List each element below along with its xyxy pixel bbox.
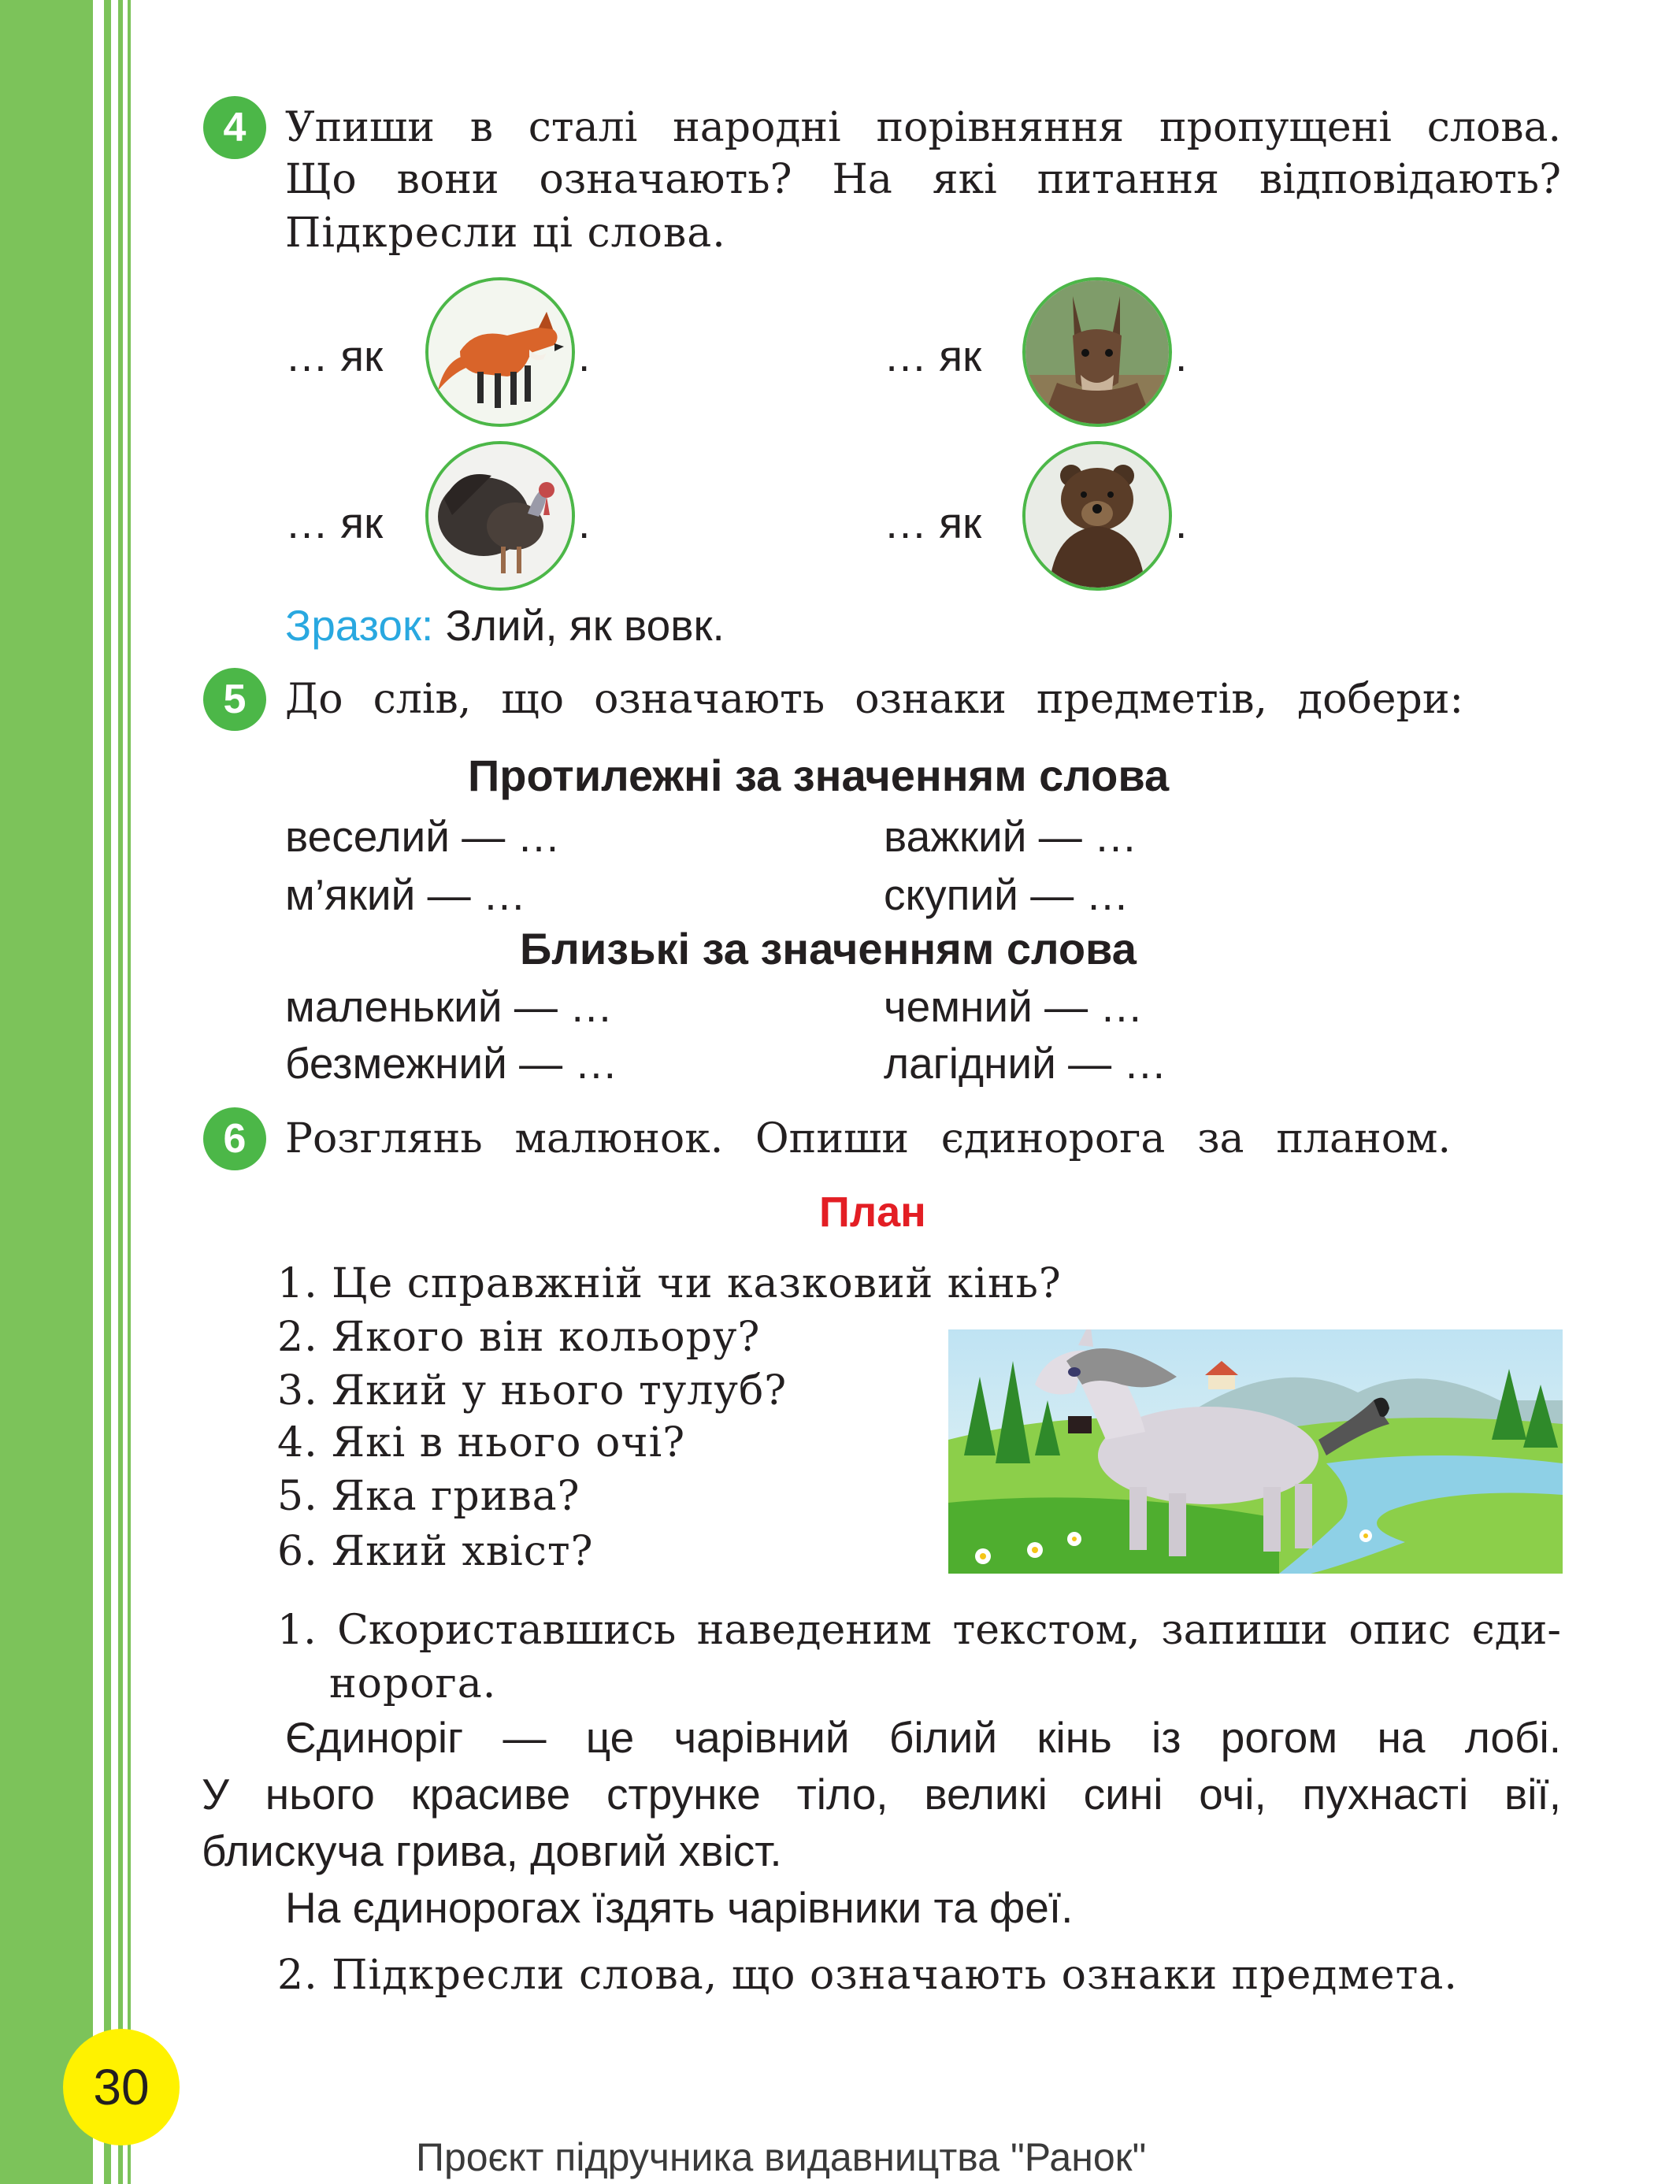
side-stripe — [104, 0, 111, 2184]
task5-line: До слів, що означають ознаки предметів, добери: — [285, 676, 1463, 723]
task4-line-3: Підкресли ці слова. — [285, 210, 726, 257]
comparison-text: … як — [884, 499, 982, 547]
sub1-line-b: норога. — [329, 1660, 497, 1708]
plan-item: 6. Який хвіст? — [277, 1528, 594, 1575]
bear-icon — [1022, 441, 1172, 591]
description-line: На єдинорогах їздять чарівники та феї. — [285, 1883, 1074, 1932]
unicorn-illustration — [948, 1329, 1563, 1574]
period: . — [1175, 332, 1188, 380]
opposite-word: м’який — … — [285, 870, 526, 919]
plan-item: 3. Який у нього тулуб? — [277, 1367, 788, 1415]
donkey-icon — [1022, 277, 1172, 427]
example-label: Зразок: — [285, 601, 434, 650]
opposite-word: скупий — … — [884, 870, 1129, 919]
description-line: У нього красиве струнке тіло, великі сині очі, пухнасті вії, — [202, 1770, 1561, 1819]
similar-word: безмежний — … — [285, 1039, 618, 1088]
description-line: блискуча грива, довгий хвіст. — [202, 1826, 782, 1875]
example-line — [285, 600, 725, 651]
plan-item: 4. Які в нього очі? — [277, 1419, 686, 1467]
comparison-text: … як — [285, 332, 384, 380]
task-number-5: 5 — [203, 668, 266, 731]
comparison-text: … як — [285, 499, 384, 547]
opposite-word: важкий — … — [884, 812, 1138, 861]
page-number: 30 — [63, 2029, 180, 2145]
plan-title: План — [819, 1188, 926, 1236]
turkey-icon — [425, 441, 575, 591]
similar-word: маленький — … — [285, 982, 614, 1031]
similar-title: Близькі за значенням слова — [520, 924, 1137, 973]
period: . — [578, 332, 591, 380]
plan-item: 5. Яка грива? — [277, 1473, 580, 1520]
comparison-text: … як — [884, 332, 982, 380]
opposite-title: Протилежні за значенням слова — [468, 751, 1170, 800]
opposite-word: веселий — … — [285, 812, 561, 861]
period: . — [1175, 499, 1188, 547]
period: . — [578, 499, 591, 547]
task4-line-2: Що вони означають? На які питання відповідають? — [285, 156, 1561, 203]
example-text: Злий, як вовк. — [445, 601, 725, 650]
side-stripe — [118, 0, 123, 2184]
sub1-line-a: 1. Скориставшись наведеним текстом, запиши опис єди- — [277, 1607, 1561, 1654]
task-number-4: 4 — [203, 96, 266, 159]
footer-text: Проєкт підручника видавництва "Ранок" — [416, 2135, 1147, 2179]
plan-item: 1. Це справжній чи казковий кінь? — [277, 1260, 1062, 1307]
similar-word: чемний — … — [884, 982, 1144, 1031]
plan-item: 2. Якого він кольору? — [277, 1314, 761, 1361]
description-line: Єдиноріг — це чарівний білий кінь із рогом на лобі. — [285, 1713, 1561, 1762]
side-stripe — [128, 0, 131, 2184]
task6-line: Розглянь малюнок. Опиши єдинорога за планом. — [285, 1115, 1451, 1162]
sub2-line: 2. Підкресли слова, що означають ознаки предмета. — [277, 1952, 1458, 1999]
side-band — [0, 0, 93, 2184]
task-number-6: 6 — [203, 1107, 266, 1170]
similar-word: лагідний — … — [884, 1039, 1167, 1088]
task4-line-1: Упиши в сталі народні порівняння пропущені слова. — [285, 104, 1561, 151]
fox-icon — [425, 277, 575, 427]
